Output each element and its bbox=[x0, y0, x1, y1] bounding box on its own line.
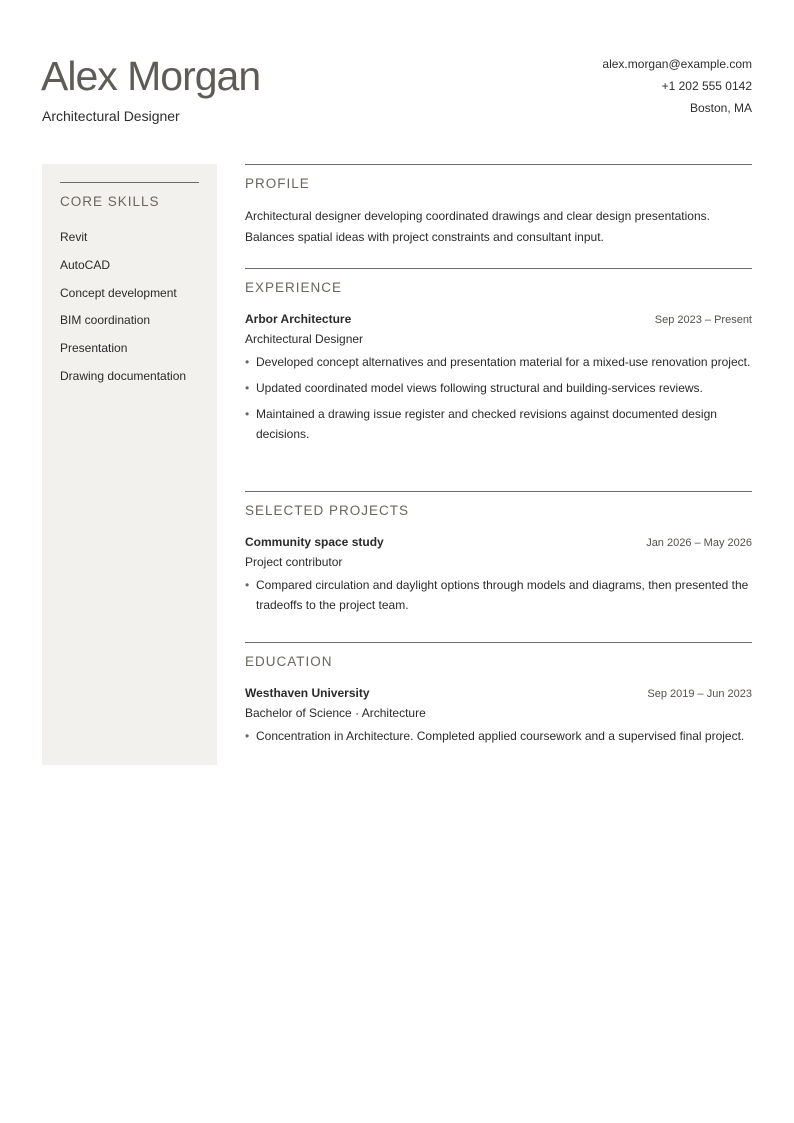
main-content bbox=[245, 164, 752, 752]
phone-number: +1 202 555 0142 bbox=[661, 79, 752, 93]
project-name: Community space study bbox=[245, 535, 384, 549]
project-entry-header bbox=[245, 535, 752, 549]
candidate-name: Alex Morgan bbox=[41, 53, 261, 99]
education-heading: EDUCATION bbox=[245, 654, 333, 669]
school-name: Westhaven University bbox=[245, 686, 370, 700]
bullet-item bbox=[245, 575, 752, 615]
bullet-item bbox=[245, 378, 752, 398]
bullet-text: Maintained a drawing issue register and checked revisions against documented design decisions. bbox=[256, 407, 717, 441]
experience-heading: EXPERIENCE bbox=[245, 280, 343, 295]
sidebar-divider bbox=[60, 182, 199, 183]
education-entry-header bbox=[245, 686, 752, 700]
location: Boston, MA bbox=[689, 101, 752, 115]
project-bullets bbox=[245, 575, 752, 615]
experience-bullets bbox=[245, 352, 752, 444]
experience-section bbox=[245, 268, 752, 491]
bullet-text: Compared circulation and daylight options through models and diagrams, then presented the tradeoffs to the project team. bbox=[256, 578, 749, 612]
employment-dates: Sep 2023 – Present bbox=[654, 314, 752, 326]
bullet-dot-icon: • bbox=[245, 355, 250, 369]
skill-item: Drawing documentation bbox=[60, 368, 187, 383]
projects-heading: SELECTED PROJECTS bbox=[245, 503, 410, 518]
education-section bbox=[245, 642, 752, 746]
skills-heading: CORE SKILLS bbox=[60, 194, 160, 209]
education-bullets bbox=[245, 726, 752, 746]
skill-item: Presentation bbox=[60, 341, 128, 356]
bullet-dot-icon: • bbox=[245, 381, 250, 395]
project-role: Project contributor bbox=[245, 555, 343, 569]
bullet-text: Developed concept alternatives and presentation material for a mixed-use renovation project. bbox=[256, 355, 751, 369]
bullet-text: Updated coordinated model views following structural and building-services reviews. bbox=[256, 381, 703, 395]
project-dates: Jan 2026 – May 2026 bbox=[646, 537, 752, 549]
contact-block bbox=[602, 53, 752, 119]
profile-text: Architectural designer developing coordinated drawings and clear design presentations. Balances spatial ideas with project constraints and consultant input. bbox=[245, 209, 710, 244]
email-link[interactable]: alex.morgan@example.com bbox=[602, 57, 752, 71]
skill-item: BIM coordination bbox=[60, 313, 151, 328]
skills-list bbox=[60, 229, 186, 396]
experience-entry-header bbox=[245, 312, 752, 326]
employer-name: Arbor Architecture bbox=[245, 312, 352, 326]
job-title: Architectural Designer bbox=[245, 332, 364, 346]
skills-sidebar bbox=[42, 164, 217, 765]
bullet-item bbox=[245, 404, 752, 444]
bullet-dot-icon: • bbox=[245, 578, 250, 592]
skill-item: Concept development bbox=[60, 285, 177, 300]
education-dates: Sep 2019 – Jun 2023 bbox=[647, 688, 752, 700]
projects-section bbox=[245, 491, 752, 642]
bullet-text: Concentration in Architecture. Completed applied coursework and a supervised final project. bbox=[256, 729, 745, 743]
bullet-item bbox=[245, 352, 752, 372]
profile-section bbox=[245, 164, 752, 268]
candidate-title: Architectural Designer bbox=[42, 108, 180, 124]
profile-heading: PROFILE bbox=[245, 176, 310, 191]
bullet-item bbox=[245, 726, 752, 746]
skill-item: Revit bbox=[60, 230, 88, 244]
skill-item: AutoCAD bbox=[60, 257, 111, 272]
degree: Bachelor of Science · Architecture bbox=[245, 706, 426, 720]
bullet-dot-icon: • bbox=[245, 729, 250, 743]
bullet-dot-icon: • bbox=[245, 407, 250, 421]
